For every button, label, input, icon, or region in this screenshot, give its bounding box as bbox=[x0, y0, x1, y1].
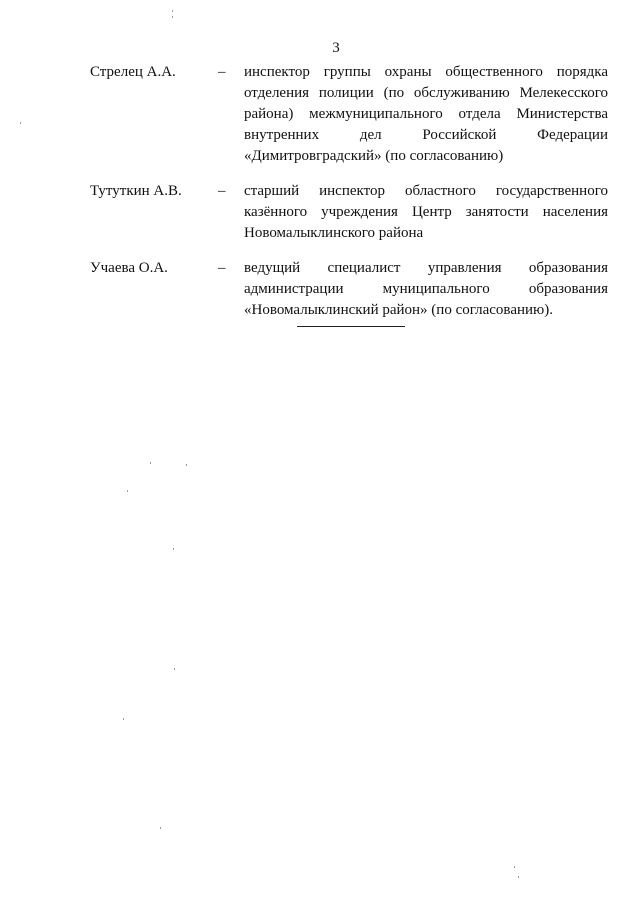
dash-separator: – bbox=[218, 183, 226, 199]
closing-divider bbox=[297, 326, 405, 327]
scan-speck bbox=[150, 462, 151, 464]
dash-separator: – bbox=[218, 260, 226, 276]
member-position: ведущий специалист управления образования администрации муниципального образования «Новомалыклинский район» (по согласованию). bbox=[244, 260, 608, 318]
scan-speck bbox=[518, 876, 519, 878]
scan-speck bbox=[123, 718, 124, 720]
member-entry bbox=[90, 62, 608, 167]
scan-speck bbox=[174, 668, 175, 670]
member-position: старший инспектор областного государственного казённого учреждения Центр занятости населения Новомалыклинского района bbox=[244, 183, 608, 241]
scan-speck bbox=[20, 122, 21, 124]
scan-speck bbox=[172, 16, 173, 18]
member-entry bbox=[90, 181, 608, 244]
scan-speck bbox=[160, 827, 161, 829]
member-list bbox=[90, 62, 608, 335]
dash-separator: – bbox=[218, 64, 226, 80]
scan-speck bbox=[514, 866, 515, 868]
scan-speck bbox=[186, 464, 187, 466]
member-position: инспектор группы охраны общественного порядка отделения полиции (по обслуживанию Мелекесского района) межмуниципального отдела Министерства внутренних дел Российской Федерации «Димитровградский» (по согласованию) bbox=[244, 64, 608, 164]
scan-speck bbox=[127, 490, 128, 492]
member-name: Учаева О.А. bbox=[90, 260, 168, 276]
scan-speck bbox=[172, 10, 173, 12]
page-number: 3 bbox=[332, 40, 340, 56]
member-name: Тутуткин А.В. bbox=[90, 183, 182, 199]
member-entry bbox=[90, 258, 608, 321]
member-name: Стрелец А.А. bbox=[90, 64, 176, 80]
scan-speck bbox=[173, 548, 174, 550]
